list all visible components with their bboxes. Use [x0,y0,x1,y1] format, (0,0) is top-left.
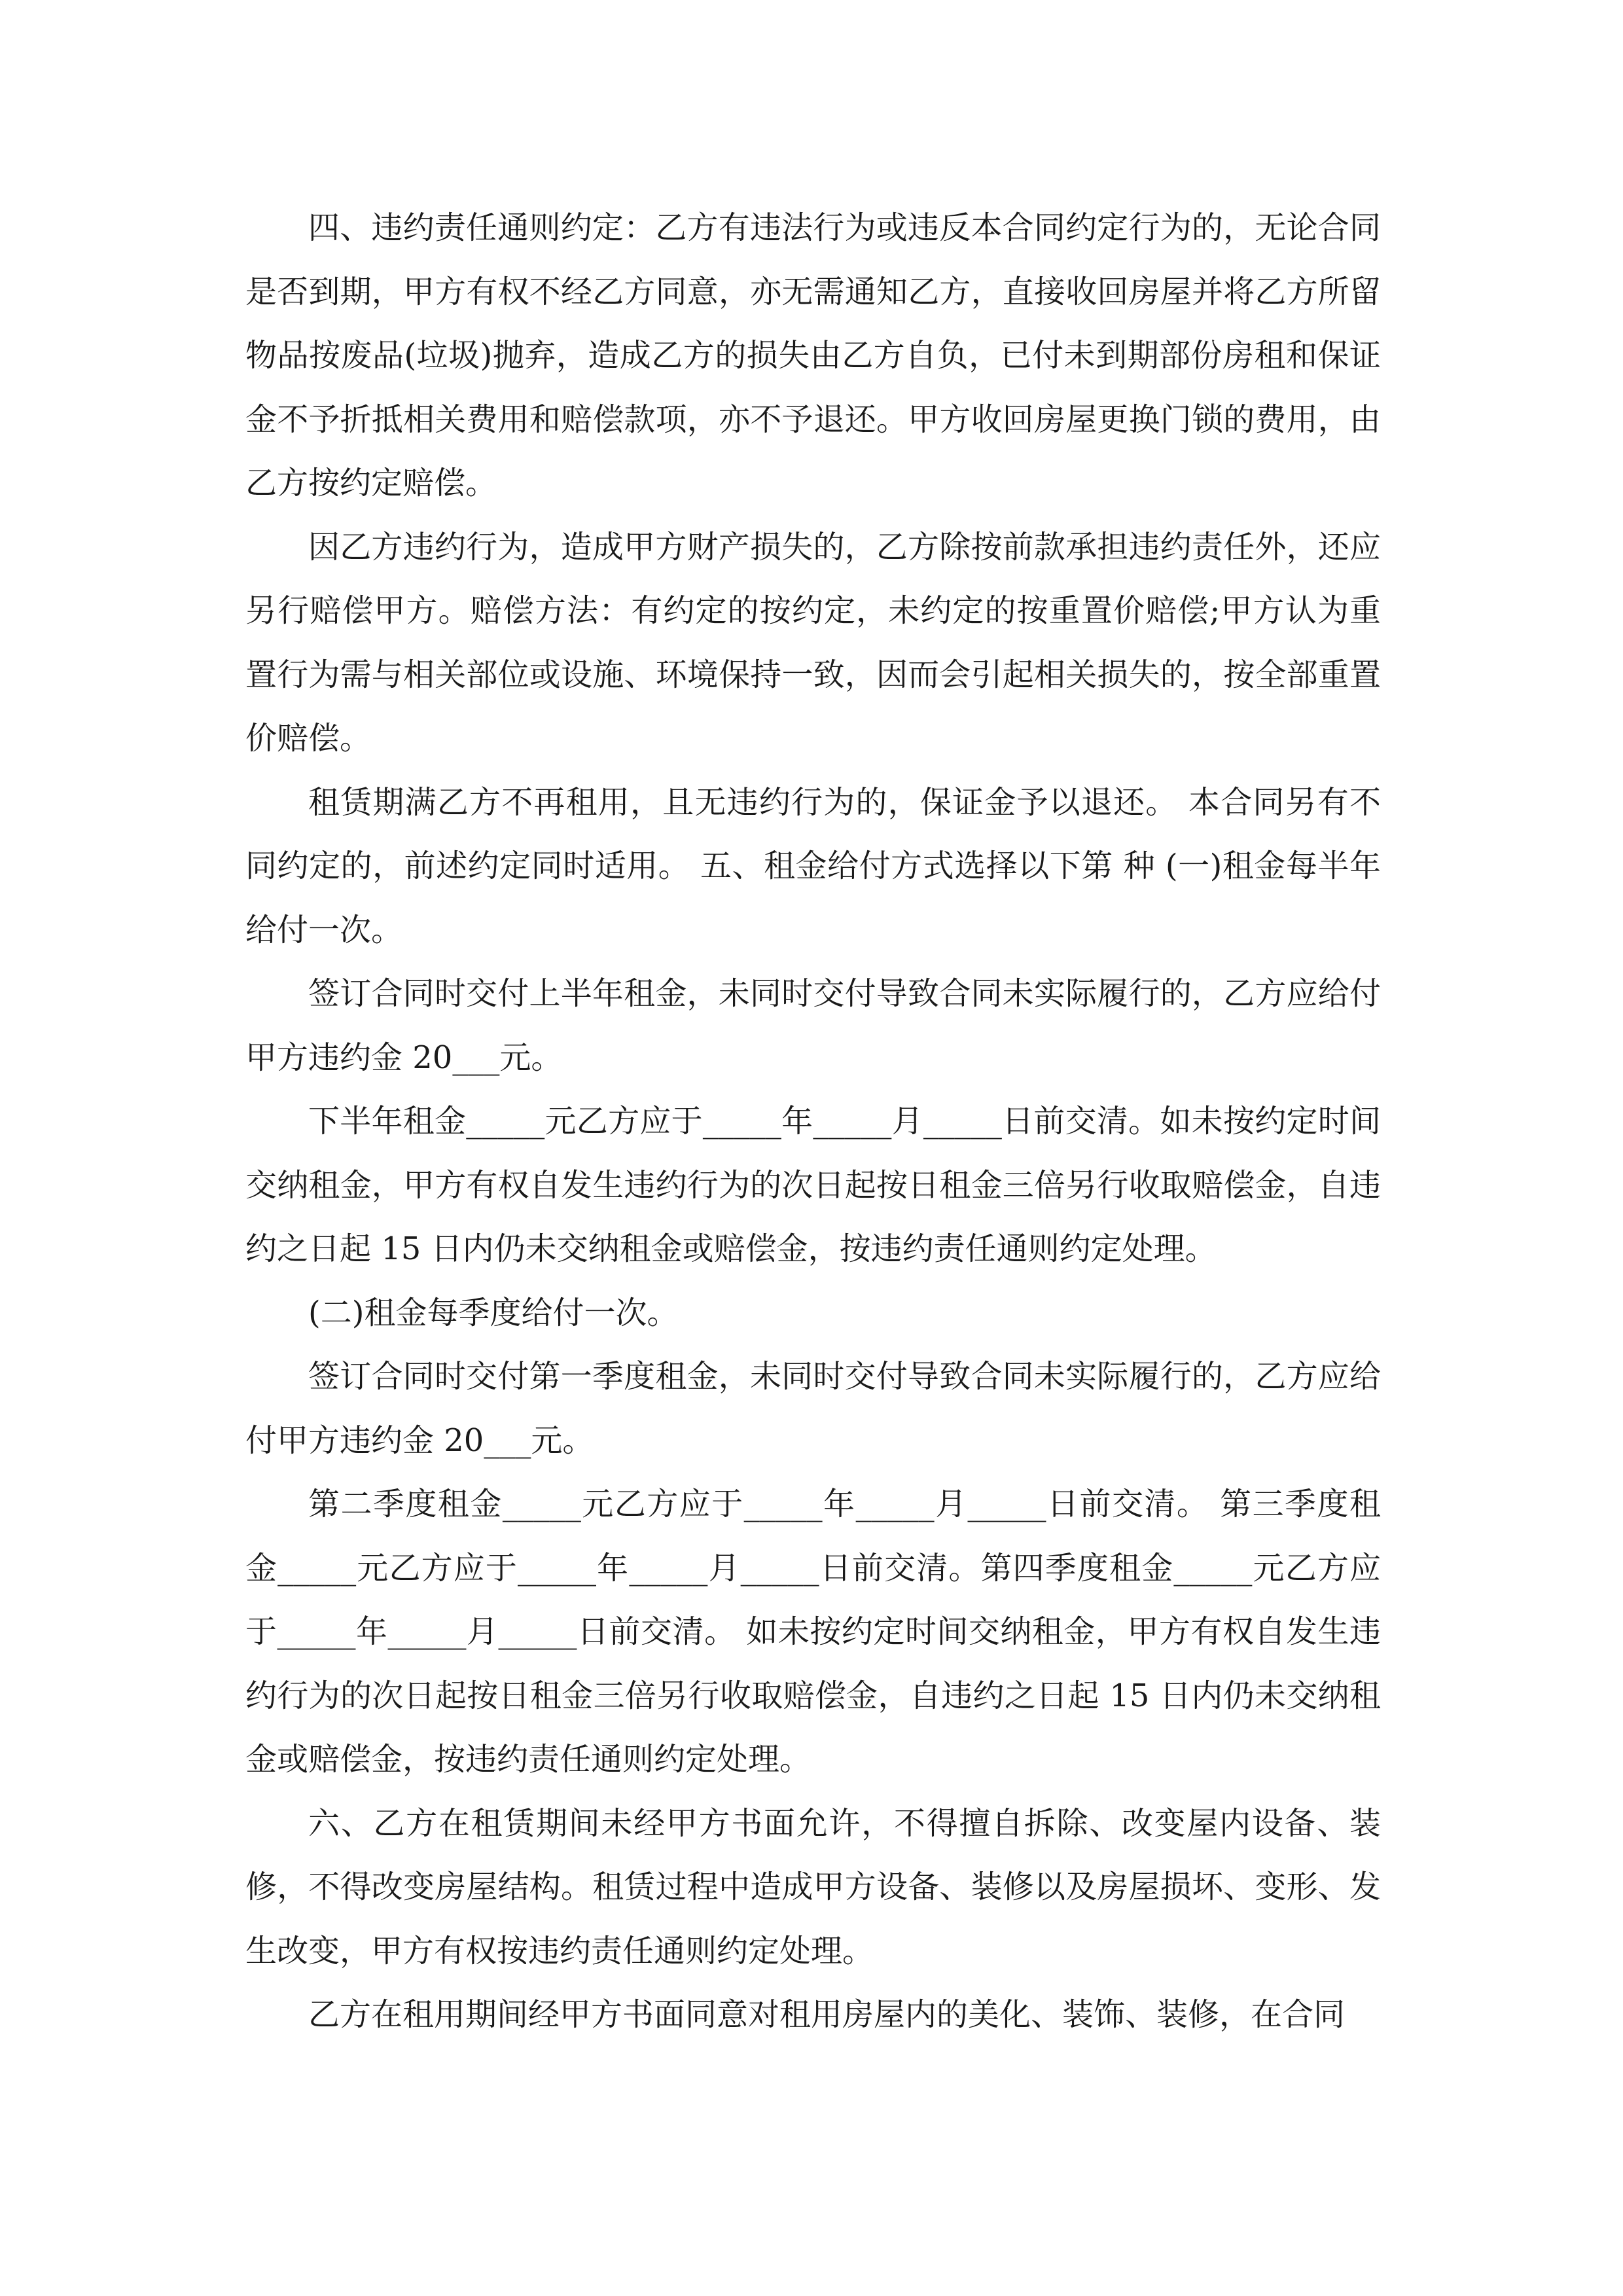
clause-breach-general: 四、违约责任通则约定：乙方有违法行为或违反本合同约定行为的，无论合同是否到期，甲方有权不经乙方同意，亦无需通知乙方，直接收回房屋并将乙方所留物品按废品(垃圾)抛弃，造成乙方的损失由乙方自负，已付未到期部份房租和保证金不予折抵相关费用和赔偿款项，亦不予退还。甲方收回房屋更换门锁的费用，由乙方按约定赔偿。 [245,209,1381,501]
clause-first-quarter-rent: 签订合同时交付第一季度租金，未同时交付导致合同未实际履行的，乙方应给付甲方违约金 20___元。 [245,1358,1381,1459]
clause-deposit-refund: 租赁期满乙方不再租用，且无违约行为的，保证金予以退还。 本合同另有不同约定的，前述约定同时适用。 五、租金给付方式选择以下第 种 (一)租金每半年给付一次。 [245,783,1381,948]
clause-remaining-quarters: 第二季度租金_____元乙方应于_____年_____月_____日前交清。 第三季度租金_____元乙方应于_____年_____月_____日前交清。第四季度租金_____元乙方应于_____年_____月_____日前交清。 如未按约定时间交纳租金，甲方有权自发生违约行为的次日起按日租金三倍另行收取赔偿金，自违约之日起 15 日内仍未交纳租金或赔偿金，按违约责任通则约定处理。 [245,1486,1381,1778]
document-body [245,196,1381,2047]
clause-quarterly-heading: (二)租金每季度给付一次。 [308,1294,679,1331]
clause-first-half-rent: 签订合同时交付上半年租金，未同时交付导致合同未实际履行的，乙方应给付甲方违约金 20___元。 [245,975,1381,1076]
clause-second-half-rent: 下半年租金_____元乙方应于_____年_____月_____日前交清。如未按约定时间交纳租金，甲方有权自发生违约行为的次日起按日租金三倍另行收取赔偿金，自违约之日起 15 日内仍未交纳租金或赔偿金，按违约责任通则约定处理。 [245,1103,1381,1267]
clause-property-damage: 因乙方违约行为，造成甲方财产损失的，乙方除按前款承担违约责任外，还应另行赔偿甲方。赔偿方法：有约定的按约定，未约定的按重置价赔偿;甲方认为重置行为需与相关部位或设施、环境保持一致，因而会引起相关损失的，按全部重置价赔偿。 [245,528,1381,757]
clause-no-alteration: 六、乙方在租赁期间未经甲方书面允许，不得擅自拆除、改变屋内设备、装修，不得改变房屋结构。租赁过程中造成甲方设备、装修以及房屋损坏、变形、发生改变，甲方有权按违约责任通则约定处理。 [245,1804,1381,1969]
clause-decoration: 乙方在租用期间经甲方书面同意对租用房屋内的美化、装饰、装修，在合同 [308,1996,1346,2033]
